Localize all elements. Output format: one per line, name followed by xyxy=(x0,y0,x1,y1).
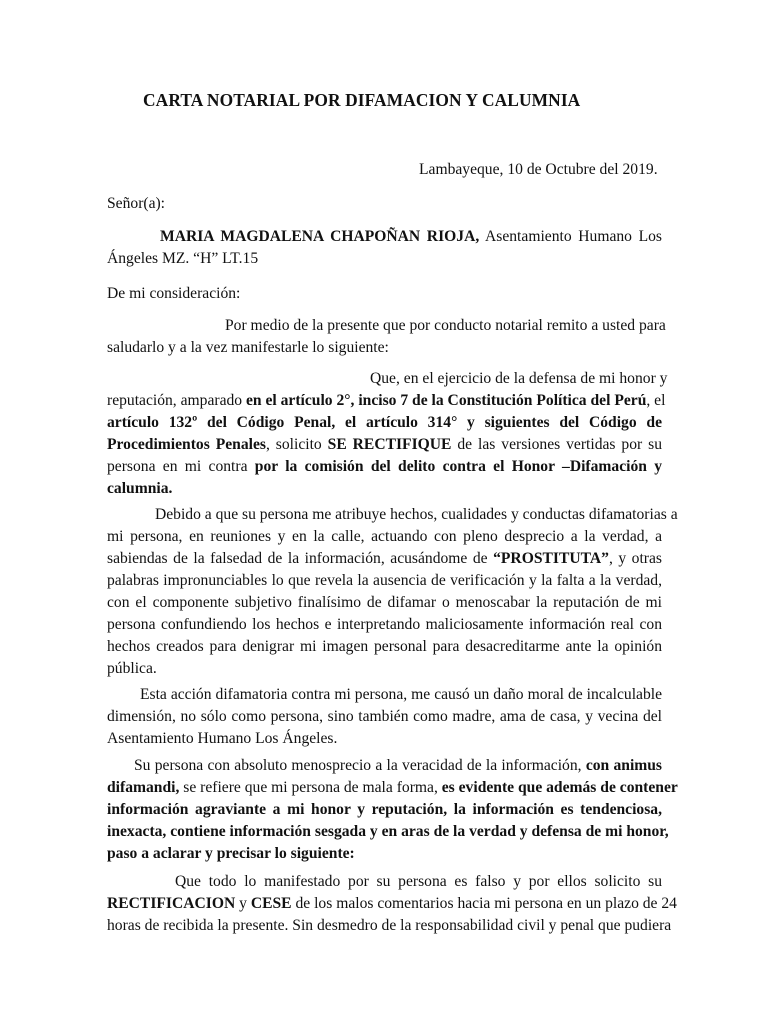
salutation: Señor(a): xyxy=(107,195,166,212)
paragraph-2: Que, en el ejercicio de la defensa de mi honor y reputación, amparado en el artículo 2°, inciso 7 de la Constitución Política del Perú, el artículo 132º del Código Penal, el artículo 314° y siguientes del Código de Procedimientos Penales, solicito SE RECTIFIQUE de las versiones vertidas por su persona en mi contra por la comisión del delito contra el Honor –Difamación y calumnia. xyxy=(107,370,668,497)
paragraph-1: Por medio de la presente que por conducto notarial remito a usted para saludarlo y a la vez manifestarle lo siguiente: xyxy=(107,317,666,356)
addressee-block xyxy=(107,226,662,270)
addressee-line-1: MARIA MAGDALENA CHAPOÑAN RIOJA, Asentamiento Humano Los xyxy=(160,228,662,245)
paragraph-6: Que todo lo manifestado por su persona es falso y por ellos solicito su RECTIFICACION y CESE de los malos comentarios hacia mi persona en un plazo de 24 horas de recibida la presente. Sin desmedro de la responsabilidad civil y penal que pudiera xyxy=(107,873,677,934)
paragraph-3: Debido a que su persona me atribuye hechos, cualidades y conductas difamatorias a mi persona, en reuniones y en la calle, actuando con pleno desprecio a la verdad, a sabiendas de la falsedad de la información, acusándome de “PROSTITUTA”, y otras palabras impronunciables lo que revela la ausencia de verificación y la falta a la verdad, con el componente subjetivo finalísimo de difamar o menoscabar la reputación de mi persona confundiendo los hechos e interpretando maliciosamente información real con hechos creados para denigrar mi imagen personal para desacreditarme ante la opinión pública. xyxy=(107,506,678,677)
paragraph-5: Su persona con absoluto menosprecio a la veracidad de la información, con animus difamandi, se refiere que mi persona de mala forma, es evidente que además de contener información agraviante a mi honor y reputación, la información es tendenciosa, inexacta, contiene información sesgada y en aras de la verdad y defensa de mi honor, paso a aclarar y precisar lo siguiente: xyxy=(107,757,678,862)
document-title: CARTA NOTARIAL POR DIFAMACION Y CALUMNIA xyxy=(143,90,581,110)
addressee-line-2: Ángeles MZ. “H” LT.15 xyxy=(107,250,259,267)
letter-date: Lambayeque, 10 de Octubre del 2019. xyxy=(419,161,658,178)
addressee-name: MARIA MAGDALENA CHAPOÑAN RIOJA, xyxy=(160,228,480,245)
paragraph-4: Esta acción difamatoria contra mi persona, me causó un daño moral de incalculable dimensión, no sólo como persona, sino también como madre, ama de casa, y vecina del Asentamiento Humano Los Ángeles. xyxy=(107,686,662,747)
greeting: De mi consideración: xyxy=(107,285,241,302)
